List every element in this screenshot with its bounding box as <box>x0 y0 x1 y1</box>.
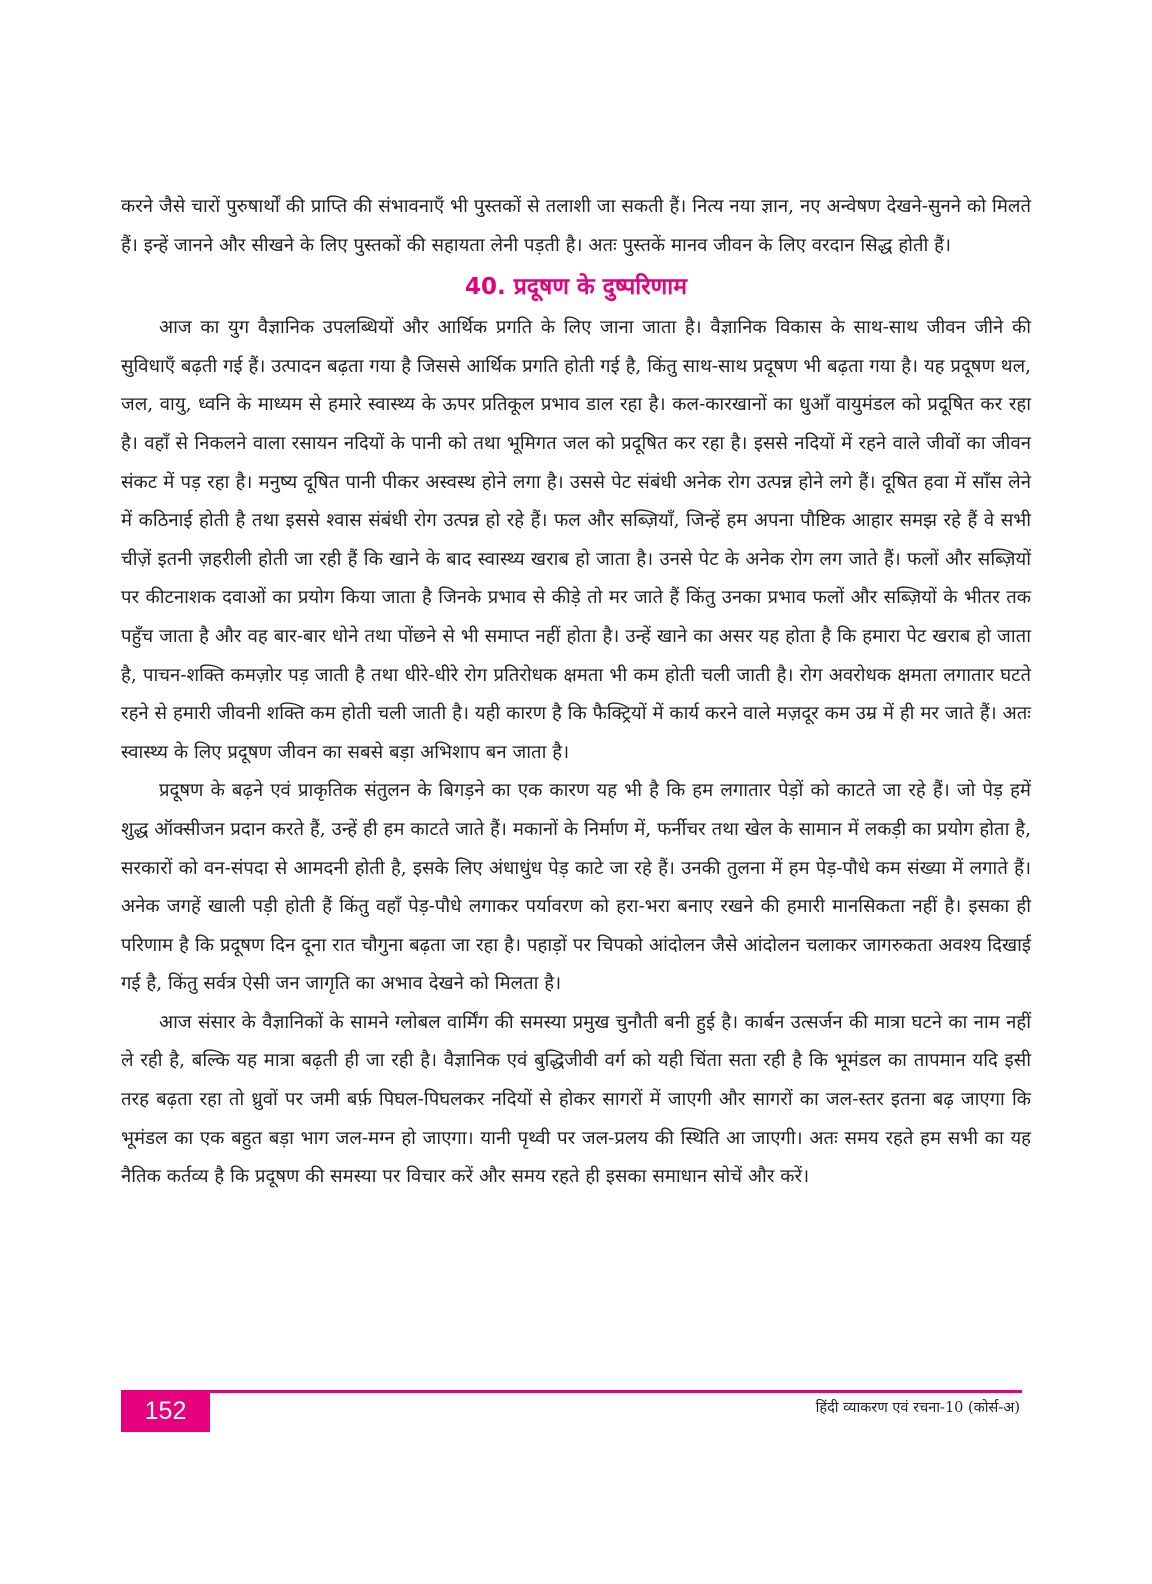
essay-paragraph: आज का युग वैज्ञानिक उपलब्धियों और आर्थिक प्रगति के लिए जाना जाता है। वैज्ञानिक विकास के साथ-साथ जीवन जीने की सुविधाएँ बढ़ती गई हैं। उत्पादन बढ़ता गया है जिससे आर्थिक प्रगति होती गई है, किंतु साथ-साथ प्रदूषण भी बढ़ता गया है। यह प्रदूषण थल, जल, वायु, ध्वनि के माध्यम से हमारे स्वास्थ्य के ऊपर प्रतिकूल प्रभाव डाल रहा है। कल-कारखानों का धुआँ वायुमंडल को प्रदूषित कर रहा है। वहाँ से निकलने वाला रसायन नदियों के पानी को तथा भूमिगत जल को प्रदूषित कर रहा है। इससे नदियों में रहने वाले जीवों का जीवन संकट में पड़ रहा है। मनुष्य दूषित पानी पीकर अस्वस्थ होने लगा है। उससे पेट संबंधी अनेक रोग उत्पन्न होने लगे हैं। दूषित हवा में साँस लेने में कठिनाई होती है तथा इससे श्वास संबंधी रोग उत्पन्न हो रहे हैं। फल और सब्ज़ियाँ, जिन्हें हम अपना पौष्टिक आहार समझ रहे हैं वे सभी चीज़ें इतनी ज़हरीली होती जा रही हैं कि खाने के बाद स्वास्थ्य खराब हो जाता है। उनसे पेट के अनेक रोग लग जाते हैं। फलों और सब्ज़ियों पर कीटनाशक दवाओं का प्रयोग किया जाता है जिनके प्रभाव से कीड़े तो मर जाते हैं किंतु उनका प्रभाव फलों और सब्ज़ियों के भीतर तक पहुँच जाता है और वह बार-बार धोने तथा पोंछने से भी समाप्त नहीं होता है। उन्हें खाने का असर यह होता है कि हमारा पेट खराब हो जाता है, पाचन-शक्ति कमज़ोर पड़ जाती है तथा धीरे-धीरे रोग प्रतिरोधक क्षमता भी कम होती चली जाती है। रोग अवरोधक क्षमता लगातार घटते रहने से हमारी जीवनी शक्ति कम होती चली जाती है। यही कारण है कि फैक्ट्रियों में कार्य करने वाले मज़दूर कम उम्र में ही मर जाते हैं। अतः स्वास्थ्य के लिए प्रदूषण जीवन का सबसे बड़ा अभिशाप बन जाता है। <box>121 317 1031 763</box>
book-title: हिंदी व्याकरण एवं रचना-10 (कोर्स-अ) <box>815 1400 1020 1416</box>
intro-paragraph: करने जैसे चारों पुरुषार्थों की प्राप्ति की संभावनाएँ भी पुस्तकों से तलाशी जा सकती हैं। नित्य नया ज्ञान, नए अन्वेषण देखने-सुनने को मिलते हैं। इन्हें जानने और सीखने के लिए पुस्तकों की सहायता लेनी पड़ती है। अतः पुस्तकें मानव जीवन के लिए वरदान सिद्ध होती हैं। <box>121 196 1031 256</box>
essay-paragraph: प्रदूषण के बढ़ने एवं प्राकृतिक संतुलन के बिगड़ने का एक कारण यह भी है कि हम लगातार पेड़ों को काटते जा रहे हैं। जो पेड़ हमें शुद्ध ऑक्सीजन प्रदान करते हैं, उन्हें ही हम काटते जाते हैं। मकानों के निर्माण में, फर्नीचर तथा खेल के सामान में लकड़ी का प्रयोग होता है, सरकारों को वन-संपदा से आमदनी होती है, इसके लिए अंधाधुंध पेड़ काटे जा रहे हैं। उनकी तुलना में हम पेड़-पौधे कम संख्या में लगाते हैं। अनेक जगहें खाली पड़ी होती हैं किंतु वहाँ पेड़-पौधे लगाकर पर्यावरण को हरा-भरा बनाए रखने की हमारी मानसिकता नहीं है। इसका ही परिणाम है कि प्रदूषण दिन दूना रात चौगुना बढ़ता जा रहा है। पहाड़ों पर चिपको आंदोलन जैसे आंदोलन चलाकर जागरुकता अवश्य दिखाई गई है, किंतु सर्वत्र ऐसी जन जागृति का अभाव देखने को मिलता है। <box>121 780 1031 995</box>
essay-paragraph: आज संसार के वैज्ञानिकों के सामने ग्लोबल वार्मिंग की समस्या प्रमुख चुनौती बनी हुई है। कार्बन उत्सर्जन की मात्रा घटने का नाम नहीं ले रही है, बल्कि यह मात्रा बढ़ती ही जा रही है। वैज्ञानिक एवं बुद्धिजीवी वर्ग को यही चिंता सता रही है कि भूमंडल का तापमान यदि इसी तरह बढ़ता रहा तो ध्रुवों पर जमी बर्फ़ पिघल-पिघलकर नदियों से होकर सागरों में जाएगी और सागरों का जल-स्तर इतना बढ़ जाएगा कि भूमंडल का एक बहुत बड़ा भाग जल-मग्न हो जाएगा। यानी पृथ्वी पर जल-प्रलय की स्थिति आ जाएगी। अतः समय रहते हम सभी का यह नैतिक कर्तव्य है कि प्रदूषण की समस्या पर विचार करें और समय रहते ही इसका समाधान सोचें और करें। <box>121 1011 1031 1188</box>
essay-heading: 40. प्रदूषण के दुष्परिणाम <box>464 274 688 301</box>
page-body <box>121 188 1031 1197</box>
footer-rule <box>121 1390 1022 1393</box>
page-number: 152 <box>121 1390 210 1432</box>
